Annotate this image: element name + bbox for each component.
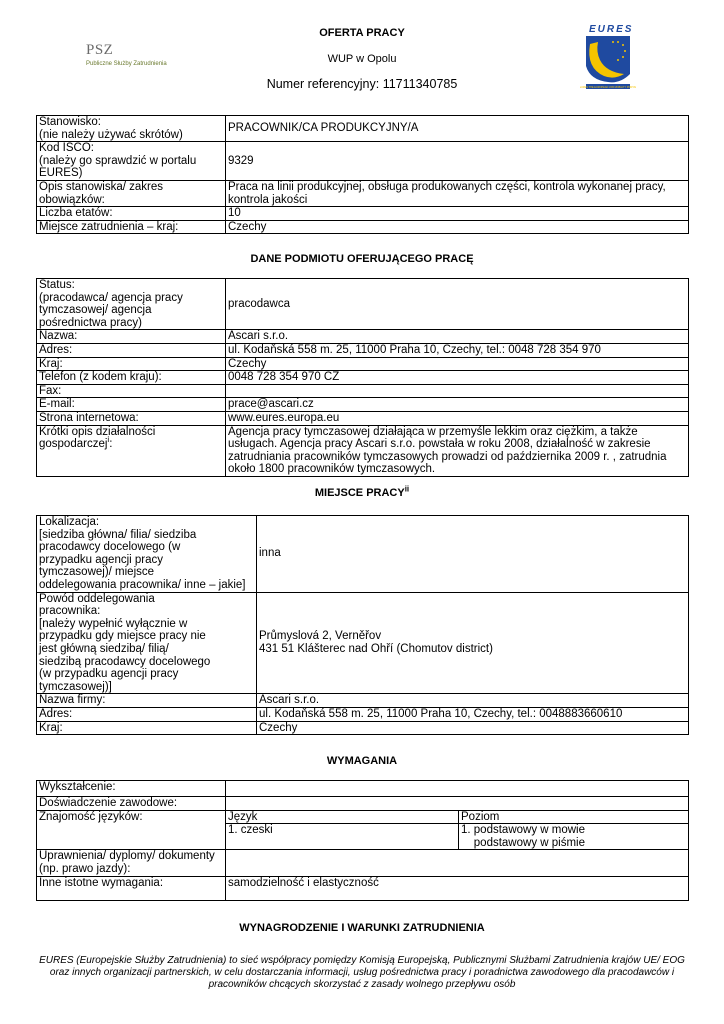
table-row [37,357,689,371]
table-row [37,850,689,876]
licenses-label: Uprawnienia/ dyplomy/ dokumenty (np. prawo jazdy): [37,850,226,876]
company-name-value: Ascari s.r.o. [257,694,689,708]
name-label: Nazwa: [37,330,226,344]
delegation-reason-value: Průmyslová 2, Verněřov 431 51 Klášterec nad Ohří (Chomutov district) [257,592,689,694]
status-label: Status: (pracodawca/ agencja pracy tymczasowej/ agencja pośrednictwa pracy) [37,279,226,330]
table-row [37,220,689,234]
status-value: pracodawca [226,279,689,330]
isco-label: Kod ISCO: (należy go sprawdzić w portalu EURES) [37,142,226,181]
positions-count-value: 10 [226,207,689,221]
country-value: Czechy [226,220,689,234]
level-value: 1. podstawowy w mowie podstawowy w piśmie [459,824,689,850]
business-description-value: Agencja pracy tymczasowej działająca w przemyśle lekkim oraz ciężkim, a także usługach. Agencja pracy Ascari s.r.o. powstała w roku 2008, działalność w zakresie zatrudniania pracowników tymczasowych prowadzi od października 2009 r. , zatrudnia około 1800 pracowników tymczasowych. [226,425,689,476]
description-value: Praca na linii produkcyjnej, obsługa produkowanych części, kontrola wykonanej pracy, kontrola jakości [226,180,689,206]
employer-country-value: Czechy [226,357,689,371]
fax-value [226,384,689,398]
other-requirements-value: samodzielność i elastyczność [226,876,689,900]
licenses-value [226,850,689,876]
language-value: 1. czeski [226,824,459,850]
table-row [37,797,689,811]
table-row [37,425,689,476]
table-row [37,810,689,824]
employer-heading: DANE PODMIOTU OFERUJĄCEGO PRACĘ [250,253,474,265]
table-row [37,592,689,694]
email-value[interactable]: prace@ascari.cz [226,398,689,412]
website-label: Strona internetowa: [37,411,226,425]
table-row [37,180,689,206]
delegation-reason-label: Powód oddelegowania pracownika: [należy wypełnić wyłącznie w przypadku gdy miejsce pracy nie jest główną siedzibą/ filią/ siedzibą pracodawcy docelowego (w przypadku agencji pracy tymczasowej)] [37,592,257,694]
other-requirements-label: Inne istotne wymagania: [37,876,226,900]
employer-country-label: Kraj: [37,357,226,371]
country-label: Miejsce zatrudnienia – kraj: [37,220,226,234]
footnote-marker: ii [404,484,410,494]
fax-label: Fax: [37,384,226,398]
page-title: OFERTA PRACY [319,27,405,39]
languages-label: Znajomość języków: [37,810,226,850]
description-label: Opis stanowiska/ zakres obowiązków: [37,180,226,206]
table-row [37,142,689,181]
svg-text:EURES: EURES [589,24,634,35]
positions-count-label: Liczba etatów: [37,207,226,221]
footnote-marker: i [107,435,110,445]
table-row [37,116,689,142]
business-description-colon: : [109,438,113,451]
reference-number: Numer referencyjny: 11711340785 [266,77,458,91]
workplace-country-value: Czechy [257,721,689,735]
position-label: Stanowisko: (nie należy używać skrótów) [37,116,226,142]
requirements-table [36,780,689,901]
language-column-header: Język [226,810,459,824]
phone-label: Telefon (z kodem kraju): [37,371,226,385]
table-row [37,694,689,708]
education-label: Wykształcenie: [37,781,226,797]
table-row [37,721,689,735]
location-value: inna [257,516,689,593]
table-row [37,384,689,398]
office-name: WUP w Opolu [327,53,397,65]
experience-value [226,797,689,811]
table-row [37,207,689,221]
address-label: Adres: [37,343,226,357]
table-row [37,781,689,797]
eures-logo-graphic [580,22,636,92]
company-name-label: Nazwa firmy: [37,694,257,708]
education-value [226,781,689,797]
name-value: Ascari s.r.o. [226,330,689,344]
eures-logo [580,22,636,92]
table-row [37,279,689,330]
phone-value: 0048 728 354 970 CZ [226,371,689,385]
psz-logo-subtitle: Publiczne Służby Zatrudnienia [86,61,167,67]
table-row [37,516,689,593]
table-row [37,411,689,425]
psz-logo-text: PSZ [86,42,114,58]
email-label: E-mail: [37,398,226,412]
position-value: PRACOWNIK/CA PRODUKCYJNY/A [226,116,689,142]
workplace-heading-text: MIEJSCE PRACY [314,487,405,499]
workplace-table [36,515,689,735]
requirements-heading: WYMAGANIA [326,755,398,767]
table-row [37,343,689,357]
workplace-heading [0,484,724,500]
website-value[interactable]: www.eures.europa.eu [226,411,689,425]
business-description-label-text: Krótki opis działalności gospodarczej [39,425,156,451]
level-column-header: Poziom [459,810,689,824]
table-row [37,707,689,721]
table-row [37,876,689,900]
location-label: Lokalizacja: [siedziba główna/ filia/ siedziba pracodawcy docelowego (w przypadku agencji pracy tymczasowej)/ miejsce oddelegowania pracownika/ inne – jakie] [37,516,257,593]
table-row [37,371,689,385]
workplace-address-label: Adres: [37,707,257,721]
employer-table [36,278,689,477]
salary-heading: WYNAGRODZENIE I WARUNKI ZATRUDNIENIA [239,922,485,934]
isco-value: 9329 [226,142,689,181]
offer-table [36,115,689,234]
experience-label: Doświadczenie zawodowe: [37,797,226,811]
table-row [37,398,689,412]
footer-note: EURES (Europejskie Służby Zatrudnienia) to sieć współpracy pomiędzy Komisją Europejską, Publicznymi Służbami Zatrudnienia krajów UE/ EOG oraz innych organizacji partnerskich, w celu dostarczania informacji, usług pośrednictwa pracy i poradnictwa zawodowego dla pracodawców i pracowników chcących skorzystać z zasady wolnego przepływu osób [39,955,685,990]
svg-text:EURES THE EUROPEAN JOB MOBILIT: EURES THE EUROPEAN JOB MOBILITY PORTAL [580,86,636,89]
business-description-label [37,425,226,476]
address-value: ul. Kodaňská 558 m. 25, 11000 Praha 10, Czechy, tel.: 0048 728 354 970 [226,343,689,357]
workplace-country-label: Kraj: [37,721,257,735]
table-row [37,330,689,344]
workplace-address-value: ul. Kodaňská 558 m. 25, 11000 Praha 10, Czechy, tel.: 0048883660610 [257,707,689,721]
